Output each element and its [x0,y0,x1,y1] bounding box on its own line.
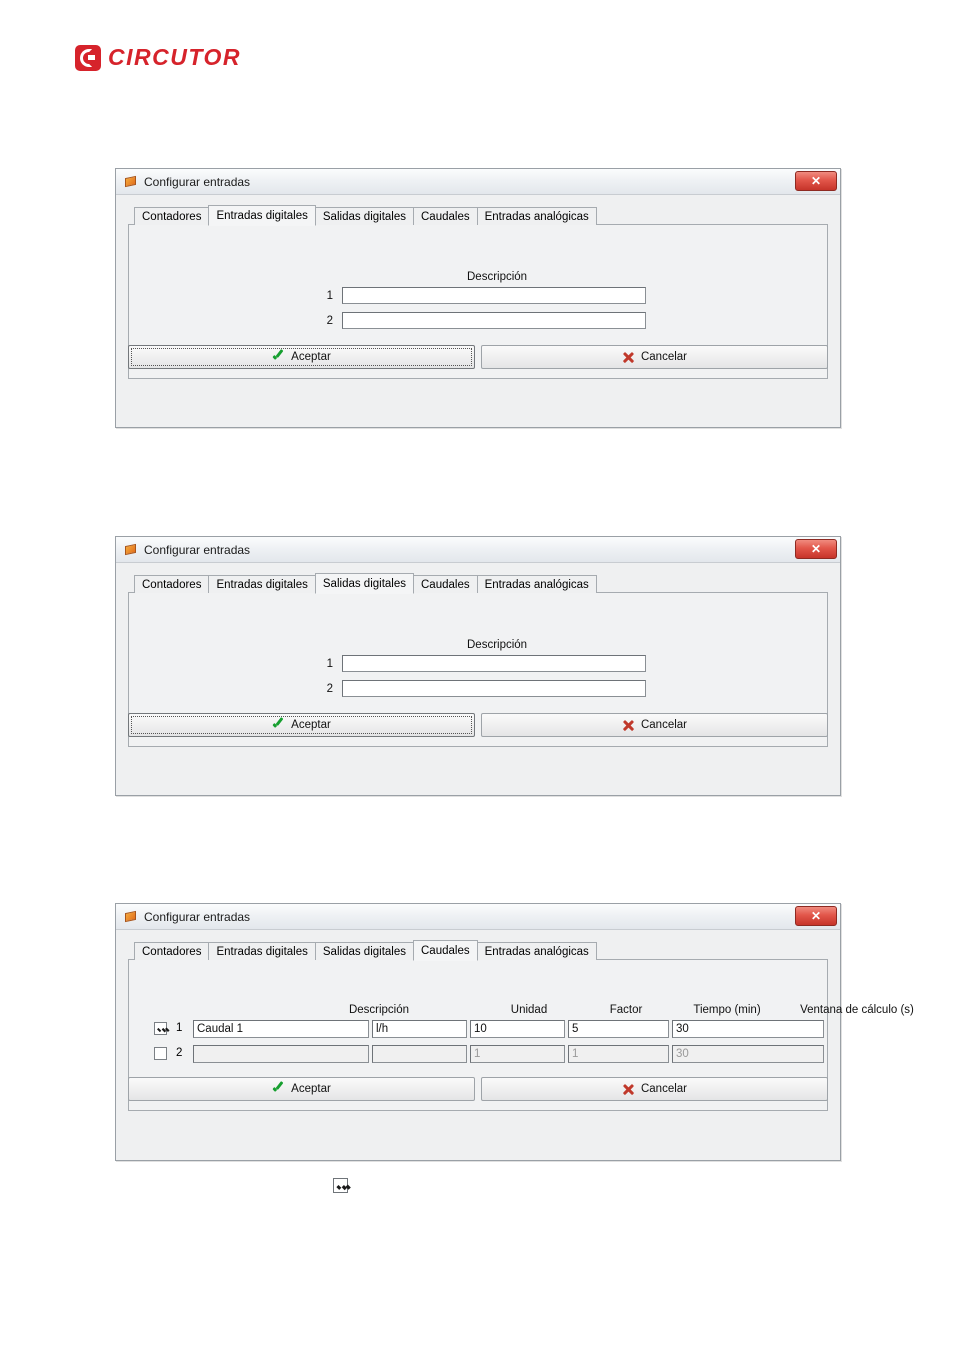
tab-salidas-digitales[interactable]: Salidas digitales [315,207,414,225]
dialog-body-2 [116,563,840,747]
red-x-icon [622,719,635,731]
tab-contadores[interactable]: Contadores [134,575,209,593]
aceptar-label: Aceptar [291,351,331,363]
aceptar-button[interactable] [128,1077,475,1101]
window-title-2: Configurar entradas [144,542,251,557]
descripcion-input-2[interactable] [342,312,646,329]
factor-input-row-2 [470,1045,565,1063]
aceptar-button[interactable] [128,713,475,737]
cancelar-button[interactable] [481,1077,828,1101]
column-header-unidad: Unidad [510,1004,548,1016]
row-number: 2 [326,314,333,327]
descripcion-input-row-2 [193,1045,369,1063]
tab-caudales[interactable]: Caudales [413,207,478,225]
titlebar-3 [116,904,840,930]
window-title-1: Configurar entradas [144,174,251,189]
green-check-icon [272,1083,285,1095]
enable-checkbox-row-1[interactable] [154,1022,167,1035]
window-app-icon [125,543,138,556]
input-row-2 [317,680,646,697]
row-number: 1 [326,289,333,302]
red-x-icon [622,351,635,363]
checked-checkbox-icon [333,1178,348,1193]
tab-caudales[interactable]: Caudales [413,575,478,593]
dialog-configurar-entradas-1 [115,168,841,428]
tabstrip-1 [134,205,828,225]
column-header-ventana: Ventana de cálculo (s) [800,1004,914,1016]
green-check-icon [272,719,285,731]
unidad-input-row-2 [372,1045,467,1063]
cancelar-label: Cancelar [640,1083,688,1095]
descripcion-input-1[interactable] [342,655,646,672]
window-app-icon [125,175,138,188]
dialog-body-3 [116,930,914,1111]
row-number: 1 [326,657,333,670]
tiempo-input-row-2 [568,1045,669,1063]
table-row [129,1045,827,1064]
tab-entradas-analogicas[interactable]: Entradas analógicas [477,575,597,593]
cancelar-button[interactable] [481,713,828,737]
descripcion-input-2[interactable] [342,680,646,697]
tabstrip-3 [134,940,828,960]
tab-contadores[interactable]: Contadores [134,942,209,960]
ventana-input-row-2 [672,1045,824,1063]
dialog-configurar-entradas-2 [115,536,841,796]
tabstrip-2 [134,573,828,593]
dialog-footer-2 [128,713,828,737]
descripcion-input-1[interactable] [342,287,646,304]
input-row-1 [317,287,646,304]
tab-salidas-digitales[interactable]: Salidas digitales [315,573,414,594]
aceptar-label: Aceptar [291,1083,331,1095]
descripcion-input-row-1[interactable] [193,1020,369,1038]
input-row-1 [317,655,646,672]
column-header-descripcion: Descripción [348,1004,410,1016]
unidad-input-row-1[interactable] [372,1020,467,1038]
close-icon[interactable]: ✕ [795,171,837,191]
enable-checkbox-row-2[interactable] [154,1047,167,1060]
tab-entradas-digitales[interactable]: Entradas digitales [208,205,315,226]
column-header-factor: Factor [609,1004,643,1016]
cancelar-button[interactable] [481,345,828,369]
aceptar-button[interactable] [128,345,475,369]
table-row [129,1020,827,1039]
grid-header-row [129,1004,914,1018]
dialog-footer-3 [128,1077,828,1101]
tab-entradas-analogicas[interactable]: Entradas analógicas [477,942,597,960]
factor-input-row-1[interactable] [470,1020,565,1038]
row-number: 1 [176,1022,183,1034]
column-header-tiempo: Tiempo (min) [693,1004,761,1016]
tab-entradas-analogicas[interactable]: Entradas analógicas [477,207,597,225]
column-header-descripcion: Descripción [467,271,528,283]
ventana-input-row-1[interactable] [672,1020,824,1038]
tab-salidas-digitales[interactable]: Salidas digitales [315,942,414,960]
dialog-footer-1 [128,345,828,369]
input-row-2 [317,312,646,329]
dialog-body-1 [116,195,840,379]
tiempo-input-row-1[interactable] [568,1020,669,1038]
aceptar-label: Aceptar [291,719,331,731]
close-icon[interactable]: ✕ [795,539,837,559]
green-check-icon [272,351,285,363]
cancelar-label: Cancelar [640,351,688,363]
red-x-icon [622,1083,635,1095]
tab-entradas-digitales[interactable]: Entradas digitales [208,942,315,960]
circutor-logo [75,44,241,71]
window-title-3: Configurar entradas [144,909,251,924]
brand-name: CIRCUTOR [108,44,241,70]
window-app-icon [125,910,138,923]
dialog-configurar-entradas-3 [115,903,914,1161]
row-number: 2 [176,1047,183,1059]
tab-entradas-digitales[interactable]: Entradas digitales [208,575,315,593]
titlebar-2 [116,537,840,563]
tab-caudales[interactable]: Caudales [413,940,478,961]
tab-contadores[interactable]: Contadores [134,207,209,225]
column-header-descripcion: Descripción [467,639,528,651]
close-icon[interactable]: ✕ [795,906,837,926]
cancelar-label: Cancelar [640,719,688,731]
titlebar-1 [116,169,840,195]
row-number: 2 [326,682,333,695]
circutor-c-logo-icon [75,45,101,71]
